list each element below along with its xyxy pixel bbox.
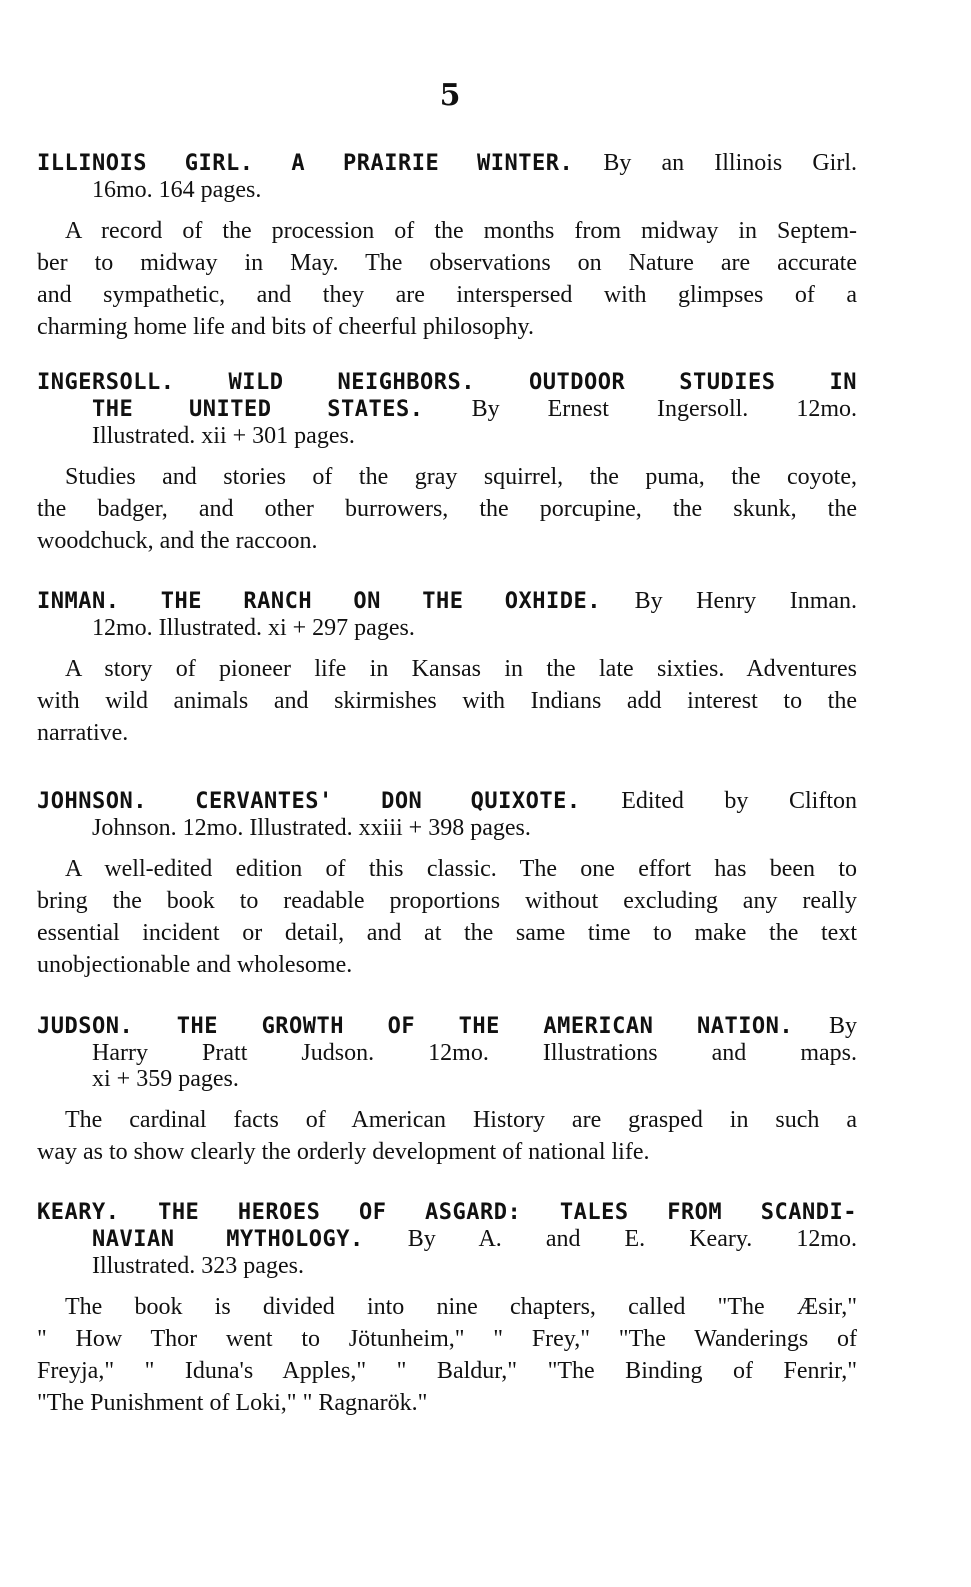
heading-line: Illustrated. xii + 301 pages. [92,423,355,449]
entry-judson [37,1013,857,1168]
description-line: Freyja," " Iduna's Apples," " Baldur," "The Binding of Fenrir," [37,1358,857,1384]
description-line: and sympathetic, and they are interspersed with glimpses of a [37,282,857,308]
entry-description [37,461,857,557]
entry-keary [37,1200,857,1419]
description-line: narrative. [37,720,129,746]
heading-line: Johnson. 12mo. Illustrated. xxiii + 398 pages. [92,815,531,841]
heading-author: By [828,1013,857,1039]
heading-title-cont: THE UNITED STATES. [92,397,424,422]
heading-line: 16mo. 164 pages. [92,177,262,203]
entry-heading [37,1200,857,1279]
entry-heading [37,1013,857,1092]
heading-line: Harry Pratt Judson. 12mo. Illustrations and maps. [92,1040,857,1066]
description-line: essential incident or detail, and at the same time to make the text [37,920,857,946]
heading-title: INGERSOLL. WILD NEIGHBORS. OUTDOOR STUDIES IN [37,370,857,395]
entry-description [37,1104,857,1168]
description-line: The book is divided into nine chapters, called "The Æsir," [65,1294,857,1320]
description-line: A story of pioneer life in Kansas in the late sixties. Adventures [65,656,857,682]
entry-ingersoll [37,370,857,557]
description-line: bring the book to readable proportions without excluding any really [37,888,857,914]
description-line: " How Thor went to Jötunheim," " Frey," "The Wanderings of [37,1326,857,1352]
description-line: woodchuck, and the raccoon. [37,528,318,554]
entry-description [37,215,857,343]
entry-johnson [37,788,857,981]
description-line: The cardinal facts of American History are grasped in such a [65,1107,857,1133]
page-number: 5 [439,78,461,113]
entry-description [37,853,857,981]
heading-title: JUDSON. THE GROWTH OF THE AMERICAN NATION. [37,1014,794,1039]
heading-line: xi + 359 pages. [92,1066,239,1092]
heading-line [37,396,857,423]
description-line: ber to midway in May. The observations on Nature are accurate [37,250,857,276]
entry-heading [37,150,857,203]
heading-line [37,150,857,177]
heading-title: JOHNSON. CERVANTES' DON QUIXOTE. [37,789,581,814]
description-line: "The Punishment of Loki," " Ragnarök." [37,1390,428,1416]
entry-illinois-girl [37,150,857,343]
heading-author: By Ernest Ingersoll. 12mo. [471,396,857,422]
entry-heading [37,370,857,449]
heading-line [37,1226,857,1253]
entry-heading [37,788,857,841]
heading-author: Edited by Clifton [621,788,858,814]
heading-line [37,788,857,815]
heading-line: Illustrated. 323 pages. [92,1253,304,1279]
heading-author: By Henry Inman. [634,588,858,614]
description-line: way as to show clearly the orderly development of national life. [37,1139,650,1165]
heading-title: INMAN. THE RANCH ON THE OXHIDE. [37,589,601,614]
heading-author: By an Illinois Girl. [603,150,858,176]
description-line: with wild animals and skirmishes with Indians add interest to the [37,688,857,714]
heading-line [37,588,857,615]
heading-title: KEARY. THE HEROES OF ASGARD: TALES FROM SCANDI- [37,1200,857,1225]
description-line: the badger, and other burrowers, the porcupine, the skunk, the [37,496,857,522]
description-line: A well-edited edition of this classic. The one effort has been to [65,856,857,882]
heading-author: By A. and E. Keary. 12mo. [407,1226,857,1252]
heading-title-cont: NAVIAN MYTHOLOGY. [92,1227,364,1252]
heading-title: ILLINOIS GIRL. A PRAIRIE WINTER. [37,151,574,176]
entry-inman [37,588,857,749]
description-line: charming home life and bits of cheerful philosophy. [37,314,534,340]
description-line: Studies and stories of the gray squirrel, the puma, the coyote, [65,464,857,490]
description-line: A record of the procession of the months from midway in Septem- [65,218,857,244]
entry-heading [37,588,857,641]
heading-line: 12mo. Illustrated. xi + 297 pages. [92,615,415,641]
description-line: unobjectionable and wholesome. [37,952,353,978]
heading-line [37,1013,857,1040]
entry-description [37,653,857,749]
entry-description [37,1291,857,1419]
